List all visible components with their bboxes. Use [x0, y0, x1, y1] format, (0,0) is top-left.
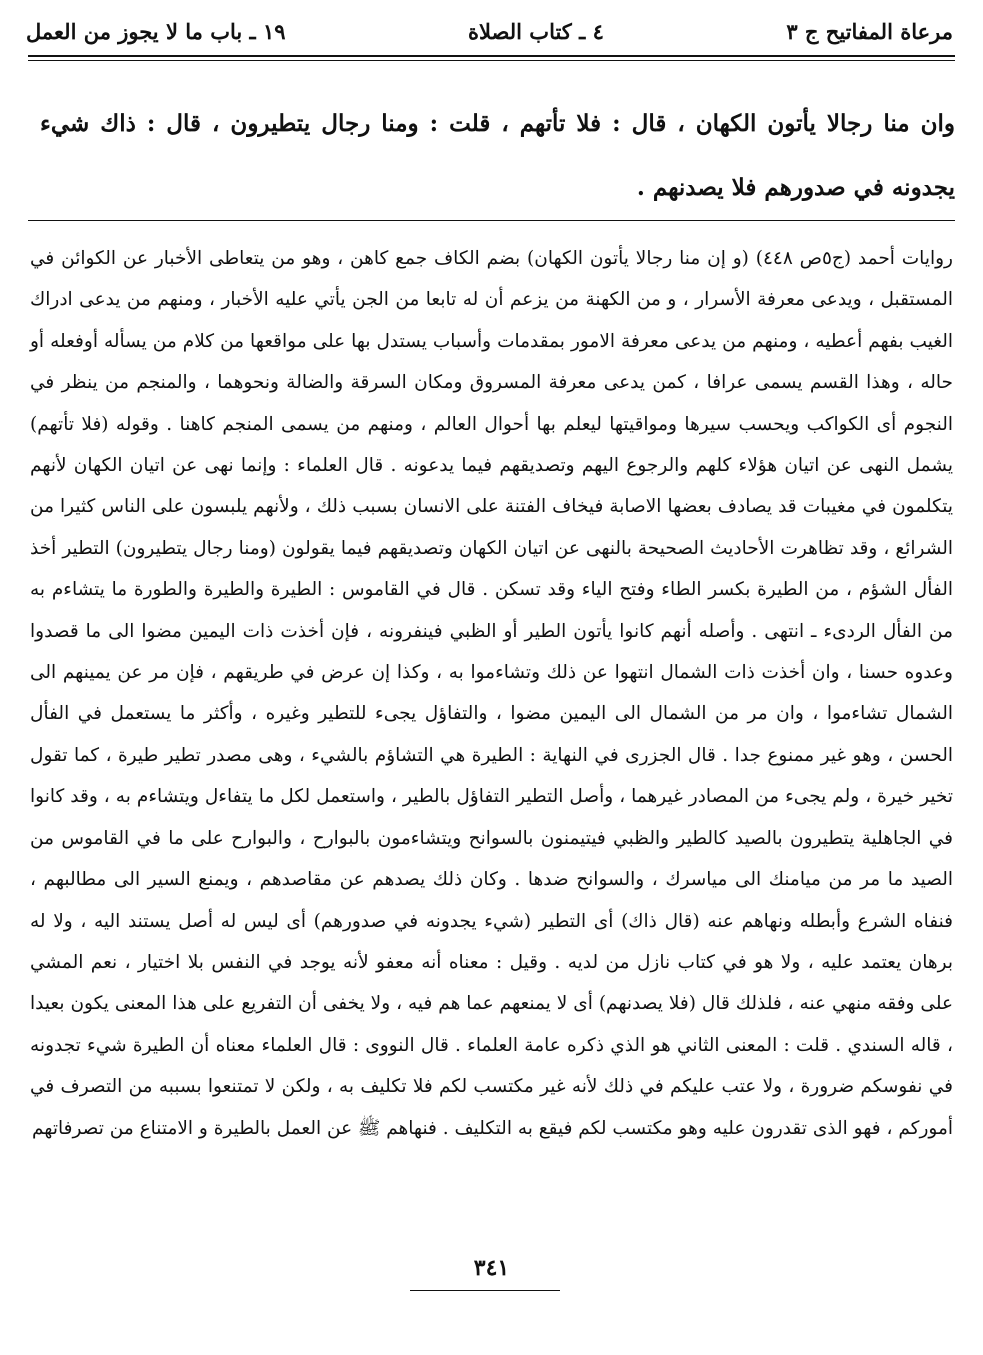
- footer-rule: [410, 1290, 560, 1291]
- chapter-title: ٤ ـ كتاب الصلاة: [468, 18, 604, 44]
- book-title: مرعاة المفاتيح ج ٣: [786, 18, 953, 44]
- section-divider: [28, 220, 955, 221]
- hadith-text: وان منا رجالا يأتون الكهان ، قال : فلا تأتهم ، قلت : ومنا رجال يتطيرون ، قال : ذاك شيء يجدونه في صدورهم فلا يصدنهم .: [40, 110, 955, 201]
- header-rule-thick: [28, 55, 955, 57]
- section-title: ١٩ ـ باب ما لا يجوز من العمل: [26, 18, 286, 44]
- page-number: ٣٤١: [473, 1255, 510, 1281]
- commentary-text: روايات أحمد (ج٥ص ٤٤٨) (و إن منا رجالا يأتون الكهان) بضم الكاف جمع كاهن ، وهو من يتعاطى الأخبار عن الكوائن في المستقبل ، ويدعى معرفة الأسرار ، و من الكهنة من يزعم أن له تابعا من الجن يأتي عليه الأخبار ، ومنهم من يدعى ادراك الغيب بفهم أعطيه ، ومنهم من يدعى معرفة الامور بمقدمات وأسباب يستدل بها على مواقعها من كلام من يسأله أوفعله أو حاله ، وهذا القسم يسمى عرافا ، كمن يدعى معرفة المسروق ومكان السرقة والضالة ونحوهما ، والمنجم من ينظر في النجوم أى الكواكب ويحسب سيرها ومواقيتها ليعلم بها أحوال العالم ، ومنهم من يسمى المنجم كاهنا . وقوله (فلا تأتهم) يشمل النهى عن اتيان هؤلاء كلهم والرجوع اليهم وتصديقهم فيما يدعونه . قال العلماء : وإنما نهى عن اتيان الكهان لأنهم يتكلمون في مغيبات قد يصادف بعضها الاصابة فيخاف الفتنة على الانسان بسبب ذلك ، ولأنهم يلبسون على الناس كثيرا من الشرائع ، وقد تظاهرت الأحاديث الصحيحة بالنهى عن اتيان الكهان وتصديقهم فيما يقولون (ومنا رجال يتطيرون) التطير أخذ الفأل الشؤم ، من الطيرة بكسر الطاء وفتح الياء وقد تسكن . قال في القاموس : الطيرة والطيرة والطورة ما يتشاءم به من الفأل الردىء ـ انتهى . وأصله أنهم كانوا يأتون الطير أو الظبي فينفرونه ، فإن أخذت ذات اليمين مضوا الى ما قصدوا وعدوه حسنا ، وان أخذت ذات الشمال انتهوا عن ذلك وتشاءموا به ، وكذا إن عرض في طريقهم ، فإن مر عن يمينهم الى الشمال تشاءموا ، وان مر من الشمال الى اليمين مضوا ، والتفاؤل يجىء للتطير وغيره ، وأكثر ما يستعمل في الفأل الحسن ، وهو غير ممنوع جدا . قال الجزرى في النهاية : الطيرة هي التشاؤم بالشيء ، وهى مصدر تطير طيرة ، كما تقول تخير خيرة ، ولم يجىء من المصادر غيرهما ، وأصل التطير التفاؤل بالطير ، واستعمل لكل ما يتفاءل ويتشاءم به ، وقد كانوا في الجاهلية يتطيرون بالصيد كالطير والظبي فيتيمنون بالسوانح ويتشاءمون بالبوارح ، والبوارح على ما في القاموس من الصيد ما مر من ميامنك الى مياسرك ، والسوانح ضدها . وكان ذلك يصدهم عن مقاصدهم ، ويمنع السير الى مطالبهم ، فنفاه الشرع وأبطله ونهاهم عنه (قال ذاك) أى التطير (شيء يجدونه في صدورهم) أى ليس له أصل يستند اليه ، ولا له برهان يعتمد عليه ، ولا هو في كتاب نازل من لديه . وقيل : معناه أنه معفو لأنه يوجد في النفس بلا اختيار ، نعم المشي على وفقه منهي عنه ، فلذلك قال (فلا يصدنهم) أى لا يمنعهم عما هم فيه ، ولا يخفى أن التفريع على هذا المعنى يكون بعيدا ، قاله السندي . قلت : المعنى الثاني هو الذي ذكره عامة العلماء . قال النووى : قال العلماء معناه أن الطيرة شيء تجدونه في نفوسكم ضرورة ، ولا عتب عليكم في ذلك لأنه غير مكتسب لكم فلا تكليف به ، ولكن لا تمتنعوا بسببه من التصرف في أموركم ، فهو الذى تقدرون عليه وهو مكتسب لكم فيقع به التكليف . فنهاهم ﷺ عن العمل بالطيرة و الامتناع من تصرفاتهم: [30, 248, 953, 1139]
- header-rule-thin: [28, 60, 955, 61]
- running-header: [26, 14, 953, 48]
